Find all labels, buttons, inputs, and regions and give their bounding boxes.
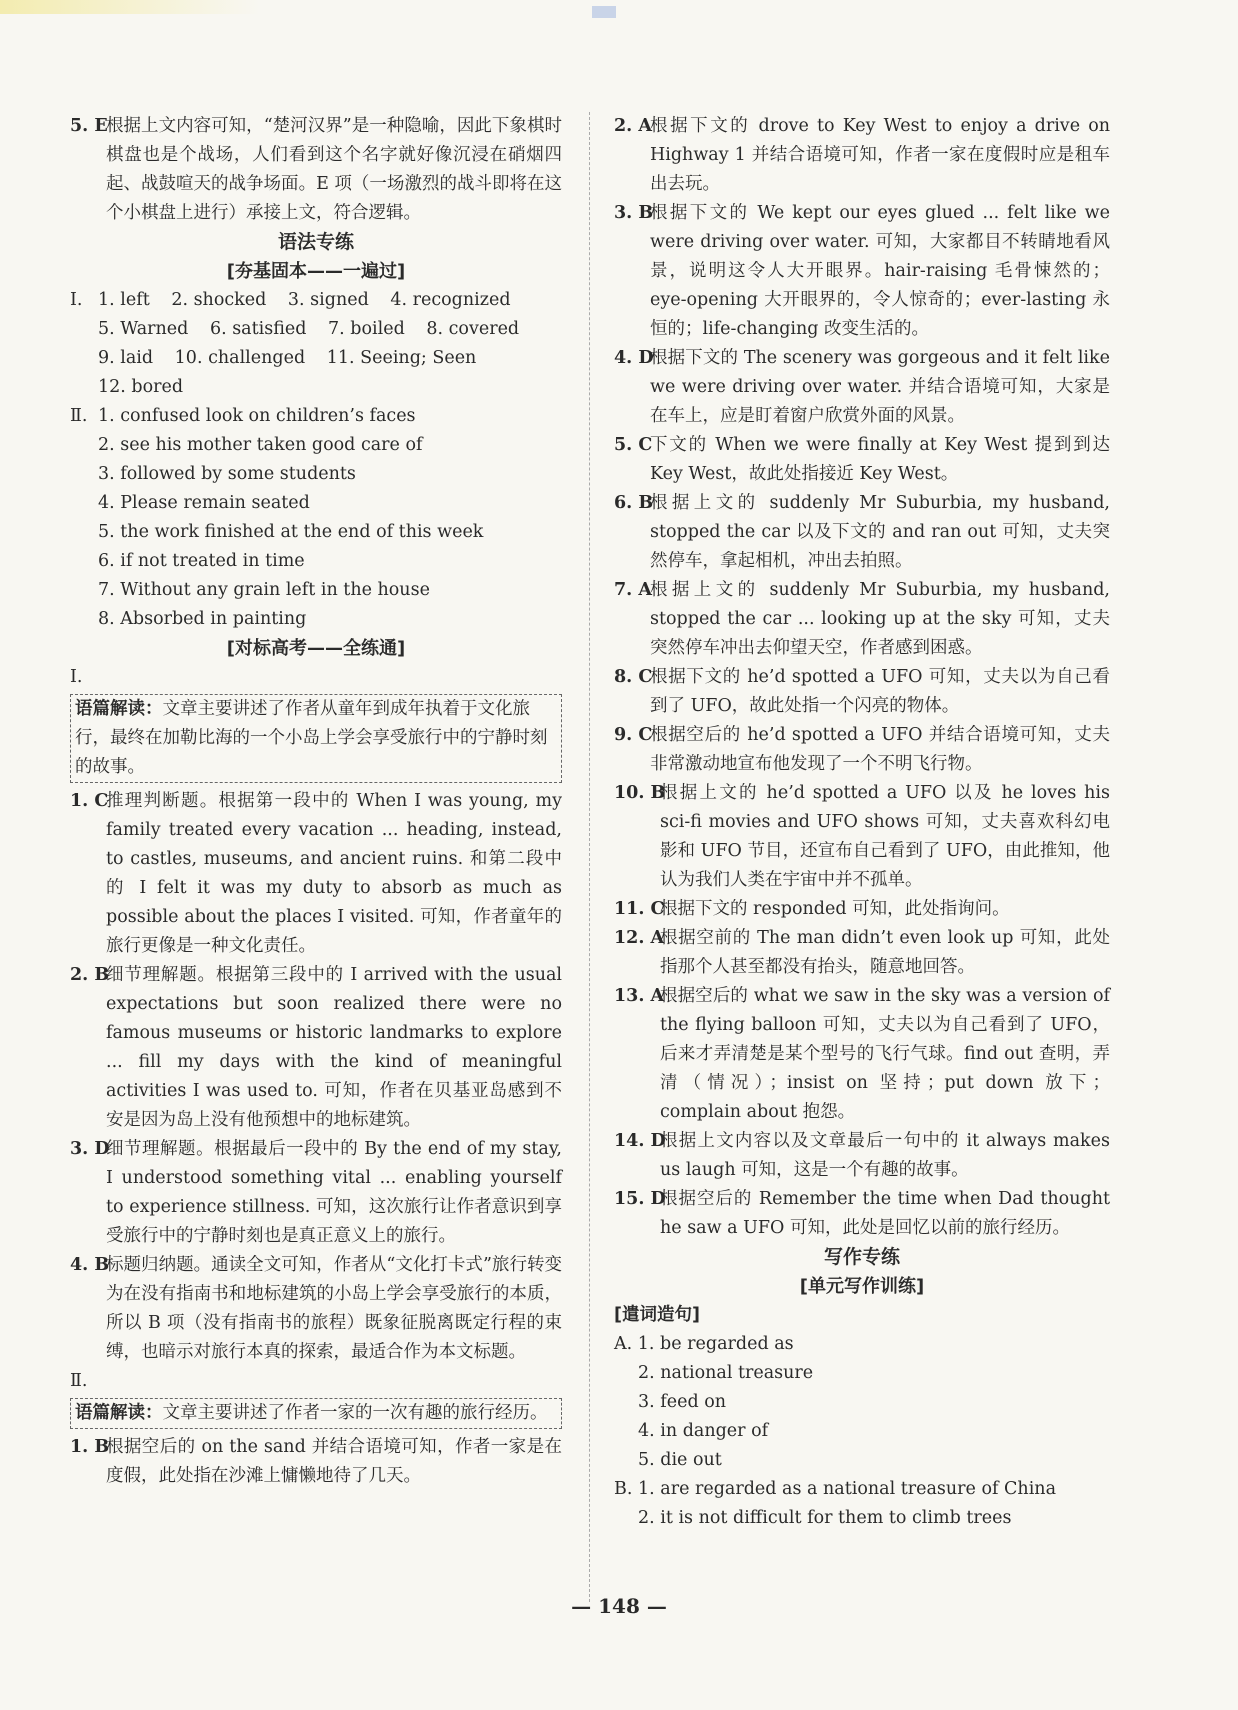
vocab-list-b — [614, 1475, 1110, 1533]
summary-text: 文章主要讲述了作者从童年到成年执着于文化旅行，最终在加勒比海的一个小岛上学会享受旅行中的宁静时刻的故事。 — [75, 699, 548, 777]
list-item: 5. die out — [638, 1450, 722, 1470]
list-item: 2. national treasure — [638, 1363, 814, 1383]
answer-entry — [614, 199, 1110, 344]
answer-number: 14. D — [614, 1131, 666, 1151]
answer-entry — [614, 112, 1110, 199]
vocab-list-a — [614, 1330, 1110, 1475]
answer-entry — [70, 787, 562, 961]
roman-numeral: Ⅱ. — [70, 406, 88, 426]
answer-explanation: 根据上文的 he’d spotted a UFO 以及 he loves his sci-fi movies and UFO shows 可知，丈夫喜欢科幻电影和 UFO 节目，还宣布自己看到了 UFO，由此推知，他认为我们人类在宇宙中并不孤单。 — [660, 783, 1110, 890]
list-item: 6. if not treated in time — [98, 551, 305, 571]
passage-summary-box — [70, 694, 562, 783]
grammar-section-title: 语法专练 — [277, 231, 354, 253]
list-item: 7. Without any grain left in the house — [98, 580, 430, 600]
answer-entry — [614, 721, 1110, 779]
answer-explanation: 根据上文内容可知，“楚河汉界”是一种隐喻，因此下象棋时棋盘也是个战场，人们看到这个名字就好像沉浸在硝烟四起、战鼓喧天的战争场面。E 项（一场激烈的战斗即将在这个小棋盘上进行）承接上文，符合逻辑。 — [106, 116, 562, 223]
answer-explanation: 根据下文的 We kept our eyes glued ... felt like we were driving over water. 可知，大家都目不转睛地看风景，说明这令人大开眼界。hair-raising 毛骨悚然的；eye-opening 大开眼界的，令人惊奇的；ever-lasting 永恒的；life-changing 改变生活的。 — [650, 203, 1110, 339]
list-item: 3. feed on — [638, 1392, 727, 1412]
answer-row: 1. left 2. shocked 3. signed 4. recognized — [98, 290, 511, 310]
answer-explanation: 下文的 When we were finally at Key West 提到到达 Key West，故此处指接近 Key West。 — [650, 435, 1110, 484]
roman-numeral: Ⅰ. — [70, 667, 83, 687]
answer-entry — [614, 344, 1110, 431]
left-column — [70, 112, 562, 1491]
answer-entry — [614, 663, 1110, 721]
answer-entry — [614, 982, 1110, 1127]
right-column — [614, 112, 1110, 1533]
answer-entry — [70, 961, 562, 1135]
grammar-part-1 — [70, 286, 562, 315]
answer-explanation: 根据上文的 suddenly Mr Suburbia, my husband, stopped the car ... looking up at the sky 可知，丈夫突然停车冲出去仰望天空，作者感到困惑。 — [650, 580, 1110, 658]
answer-number: 1. C — [70, 791, 109, 811]
answer-number: 4. B — [70, 1255, 110, 1275]
grammar-subtitle-exam: [对标高考——全练通] — [226, 638, 406, 659]
writing-section-title: 写作专练 — [823, 1246, 900, 1268]
answer-entry — [614, 576, 1110, 663]
answer-explanation: 细节理解题。根据第三段中的 I arrived with the usual expectations but soon realized there were no famous museums or historic landmarks to explore ... fill my days with the kind of meaningful activities I was used to. 可知，作者在贝基亚岛感到不安是因为岛上没有他预想中的地标建筑。 — [106, 965, 562, 1130]
answer-number: 5. E — [70, 116, 108, 136]
answer-entry — [614, 1127, 1110, 1185]
column-divider — [589, 112, 591, 1602]
answer-number: 9. C — [614, 725, 653, 745]
answer-explanation: 根据空后的 on the sand 并结合语境可知，作者一家是在度假，此处指在沙滩上慵懒地待了几天。 — [106, 1437, 562, 1486]
answer-number: 3. D — [70, 1139, 110, 1159]
answer-entry — [614, 1185, 1110, 1243]
answer-explanation: 根据空后的 Remember the time when Dad thought he saw a UFO 可知，此处是回忆以前的旅行经历。 — [660, 1189, 1110, 1238]
summary-label: 语篇解读： — [75, 1403, 163, 1423]
answer-entry — [614, 431, 1110, 489]
answer-entry — [614, 489, 1110, 576]
answer-entry — [614, 779, 1110, 895]
list-item: A. 1. be regarded as — [614, 1334, 794, 1354]
answer-row: 12. bored — [98, 377, 184, 397]
roman-numeral: Ⅰ. — [70, 290, 83, 310]
answer-explanation: 标题归纳题。通读全文可知，作者从“文化打卡式”旅行转变为在没有指南书和地标建筑的小岛上学会享受旅行的本质，所以 B 项（没有指南书的旅程）既象征脱离既定行程的束缚，也暗示对旅行本真的探索，最适合作为本文标题。 — [106, 1255, 562, 1362]
list-item: 4. in danger of — [638, 1421, 769, 1441]
answer-number: 2. B — [70, 965, 110, 985]
answer-explanation: 根据空后的 what we saw in the sky was a version of the flying balloon 可知，丈夫以为自己看到了 UFO，后来才弄清楚是某个型号的飞行气球。find out 查明，弄清（情况）；insist on 坚持；put down 放下；complain about 抱怨。 — [660, 986, 1110, 1122]
answer-entry — [70, 112, 562, 228]
answer-explanation: 根据空前的 The man didn’t even look up 可知，此处指那个人甚至都没有抬头，随意地回答。 — [660, 928, 1110, 977]
writing-subtitle: [单元写作训练] — [799, 1276, 925, 1297]
list-item: 1. confused look on children’s faces — [98, 406, 416, 426]
answer-explanation: 根据下文的 drove to Key West to enjoy a drive on Highway 1 并结合语境可知，作者一家在度假时应是租车出去玩。 — [650, 116, 1110, 194]
answer-entry — [70, 1433, 562, 1491]
top-color-mark — [592, 6, 616, 18]
answer-explanation: 根据下文的 responded 可知，此处指询问。 — [660, 899, 1010, 919]
answer-number: 12. A — [614, 928, 665, 948]
answer-number: 5. C — [614, 435, 653, 455]
list-item: 2. see his mother taken good care of — [98, 435, 423, 455]
answer-number: 1. B — [70, 1437, 110, 1457]
summary-label: 语篇解读： — [75, 699, 163, 719]
answer-number: 11. C — [614, 899, 665, 919]
answer-row: 5. Warned 6. satisfied 7. boiled 8. covered — [98, 319, 520, 339]
answer-entry — [70, 1135, 562, 1251]
page-number: — 148 — — [571, 1594, 667, 1618]
answer-explanation: 根据上文的 suddenly Mr Suburbia, my husband, stopped the car 以及下文的 and ran out 可知，丈夫突然停车，拿起相机，冲出去拍照。 — [650, 493, 1110, 571]
answer-number: 4. D — [614, 348, 654, 368]
answer-number: 2. A — [614, 116, 652, 136]
top-color-band — [0, 0, 260, 14]
answer-row: 9. laid 10. challenged 11. Seeing; Seen — [98, 348, 477, 368]
answer-entry — [614, 895, 1110, 924]
list-item: 4. Please remain seated — [98, 493, 310, 513]
list-item: B. 1. are regarded as a national treasure of China — [614, 1479, 1057, 1499]
answer-explanation: 根据空后的 he’d spotted a UFO 并结合语境可知，丈夫非常激动地宣布他发现了一个不明飞行物。 — [650, 725, 1110, 774]
answer-entry — [70, 1251, 562, 1367]
list-item: 8. Absorbed in painting — [98, 609, 307, 629]
grammar-part-2 — [70, 402, 562, 431]
answer-explanation: 根据上文内容以及文章最后一句中的 it always makes us laugh 可知，这是一个有趣的故事。 — [660, 1131, 1110, 1180]
answer-number: 10. B — [614, 783, 666, 803]
roman-numeral: Ⅱ. — [70, 1371, 88, 1391]
answer-number: 7. A — [614, 580, 652, 600]
answer-explanation: 细节理解题。根据最后一段中的 By the end of my stay, I understood something vital ... enabling yourself to experience stillness. 可知，这次旅行让作者意识到享受旅行中的宁静时刻也是真正意义上的旅行。 — [106, 1139, 562, 1246]
passage-summary-box — [70, 1398, 562, 1429]
answer-number: 13. A — [614, 986, 665, 1006]
answer-explanation: 推理判断题。根据第一段中的 When I was young, my family treated every vacation ... heading, instead, to castles, museums, and ancient ruins. 和第二段中的 I felt it was my duty to absorb as much as possible about the places I visited. 可知，作者童年的旅行更像是一种文化责任。 — [106, 791, 562, 956]
list-item: 5. the work finished at the end of this week — [98, 522, 484, 542]
answer-explanation: 根据下文的 he’d spotted a UFO 可知，丈夫以为自己看到了 UFO，故此处指一个闪亮的物体。 — [650, 667, 1110, 716]
vocab-section-label: [遣词造句] — [614, 1305, 700, 1325]
list-item: 3. followed by some students — [98, 464, 356, 484]
answer-number: 15. D — [614, 1189, 666, 1209]
answer-number: 6. B — [614, 493, 654, 513]
summary-text: 文章主要讲述了作者一家的一次有趣的旅行经历。 — [162, 1403, 548, 1423]
answer-entry — [614, 924, 1110, 982]
answer-number: 8. C — [614, 667, 653, 687]
answer-explanation: 根据下文的 The scenery was gorgeous and it felt like we were driving over water. 并结合语境可知，大家是在车上，应是盯着窗户欣赏外面的风景。 — [650, 348, 1110, 426]
answer-number: 3. B — [614, 203, 654, 223]
list-item: 2. it is not difficult for them to climb trees — [638, 1508, 1012, 1528]
grammar-subtitle-basic: [夯基固本——一遍过] — [226, 261, 406, 282]
